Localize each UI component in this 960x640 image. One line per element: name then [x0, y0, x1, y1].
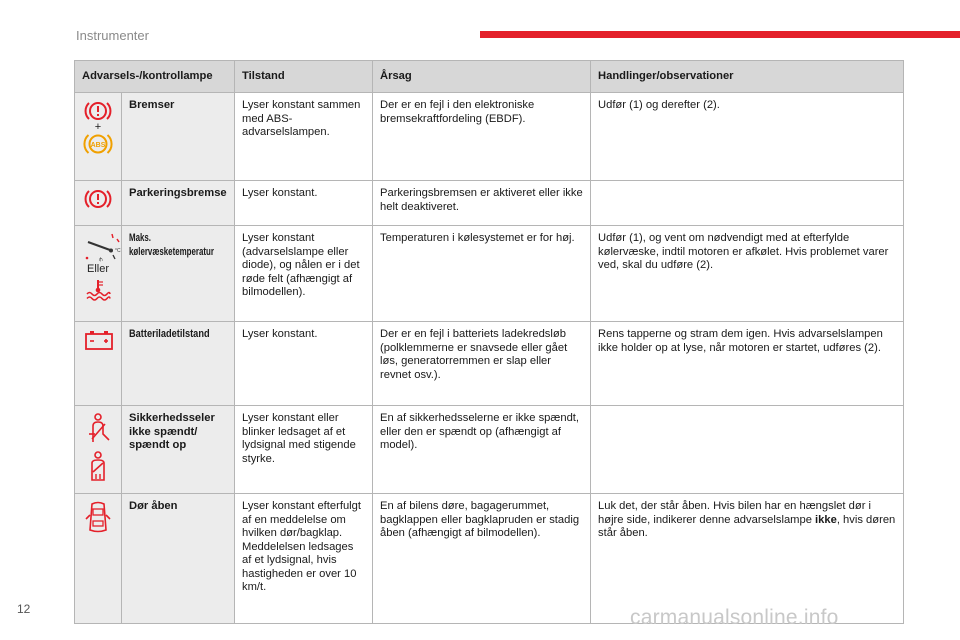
lamp-name: Sikkerhedsseler ikke spændt/ spændt op — [122, 406, 235, 494]
lamp-icon-cell — [75, 322, 122, 406]
lamp-state: Lyser konstant sammen med ABS-advarselslampen. — [235, 93, 373, 181]
table-header-row — [75, 61, 904, 93]
page-number: 12 — [17, 602, 31, 616]
section-title: Instrumenter — [76, 28, 149, 43]
lamp-action: Udfør (1) og derefter (2). — [591, 93, 904, 181]
lamp-cause: Parkeringsbremsen er aktiveret eller ikke helt deaktiveret. — [373, 181, 591, 226]
warning-lamp-table — [74, 60, 904, 624]
abs-icon — [83, 131, 113, 157]
svg-text:°C: °C — [115, 248, 121, 254]
coolant-gauge-icon — [82, 232, 122, 262]
battery-icon — [82, 328, 116, 352]
lamp-action — [591, 406, 904, 494]
seatbelt-rear-icon — [83, 450, 113, 484]
table-row — [75, 226, 904, 322]
table-row — [75, 494, 904, 624]
lamp-name — [122, 322, 235, 406]
column-header-lamp: Advarsels-/kontrollampe — [75, 61, 235, 93]
lamp-name: Parkeringsbremse — [122, 181, 235, 226]
lamp-cause: Der er en fejl i den elektroniske bremsekraftfordeling (EBDF). — [373, 93, 591, 181]
lamp-cause: Der er en fejl i batteriets ladekredsløb (polklemmerne er snavsede eller gået løs, generatorremmen er slap eller revnet osv.). — [373, 322, 591, 406]
table-row — [75, 181, 904, 226]
lamp-action: Udfør (1), og vent om nødvendigt med at efterfylde kølervæske, indtil motoren er afkølet. Hvis problemet varer ved, skal du udføre (2). — [591, 226, 904, 322]
watermark: carmanualsonline.info — [630, 606, 839, 629]
lamp-state: Lyser konstant eller blinker ledsaget af et lydsignal med stigende styrke. — [235, 406, 373, 494]
lamp-icon-cell — [75, 93, 122, 181]
lamp-state: Lyser konstant. — [235, 181, 373, 226]
lamp-cause: En af bilens døre, bagagerummet, bagklappen eller bagklapruden er stadig åben (afhængigt af bilmodellen). — [373, 494, 591, 624]
lamp-state: Lyser konstant (advarselslampe eller diode), og nålen er i det røde felt (afhængigt af bilmodellen). — [235, 226, 373, 322]
lamp-state: Lyser konstant. — [235, 322, 373, 406]
lamp-icon-cell — [75, 406, 122, 494]
column-header-cause: Årsag — [373, 61, 591, 93]
lamp-action-emphasis: ikke — [815, 513, 837, 526]
svg-text:⫛: ⫛ — [99, 257, 103, 262]
header-accent-bar — [480, 31, 960, 38]
lamp-icon-cell — [75, 494, 122, 624]
lamp-action-text: Luk det, der står åben. Hvis bilen har en hængslet dør i højre side, indikerer denne advarselslampe — [598, 500, 872, 526]
seatbelt-front-icon — [83, 412, 113, 446]
lamp-icon-cell — [75, 226, 122, 322]
lamp-name-text: Maks. kølervæsketemperatur — [129, 232, 214, 258]
table-row — [75, 93, 904, 181]
door-open-icon — [83, 500, 113, 536]
lamp-name — [122, 226, 235, 322]
lamp-action: Rens tapperne og stram dem igen. Hvis advarselslampen ikke holder op at lyse, når motoren er startet, udføres (2). — [591, 322, 904, 406]
parking-brake-icon — [83, 187, 113, 211]
lamp-icon-cell — [75, 181, 122, 226]
table-row — [75, 406, 904, 494]
lamp-name-text: Batteriladetilstand — [129, 328, 210, 340]
coolant-temperature-icon — [83, 279, 113, 301]
svg-text:ABS: ABS — [90, 142, 106, 149]
table-row — [75, 322, 904, 406]
lamp-cause: En af sikkerhedsselerne er ikke spændt, eller den er spændt op (afhængigt af model). — [373, 406, 591, 494]
lamp-cause: Temperaturen i kølesystemet er for høj. — [373, 226, 591, 322]
lamp-action-text-end: , hvis døren står åben. — [598, 513, 896, 539]
icon-separator: + — [94, 121, 102, 133]
lamp-state: Lyser konstant efterfulgt af en meddelelse om hvilken dør/bagklap. Meddelelsen ledsages af et lydsignal, hvis hastigheden er over 10 km/t. — [235, 494, 373, 624]
column-header-action: Handlinger/observationer — [591, 61, 904, 93]
icon-separator: Eller — [86, 263, 109, 275]
lamp-name: Bremser — [122, 93, 235, 181]
lamp-action — [591, 494, 904, 624]
brake-warning-icon — [83, 99, 113, 123]
lamp-action — [591, 181, 904, 226]
lamp-name: Dør åben — [122, 494, 235, 624]
column-header-state: Tilstand — [235, 61, 373, 93]
